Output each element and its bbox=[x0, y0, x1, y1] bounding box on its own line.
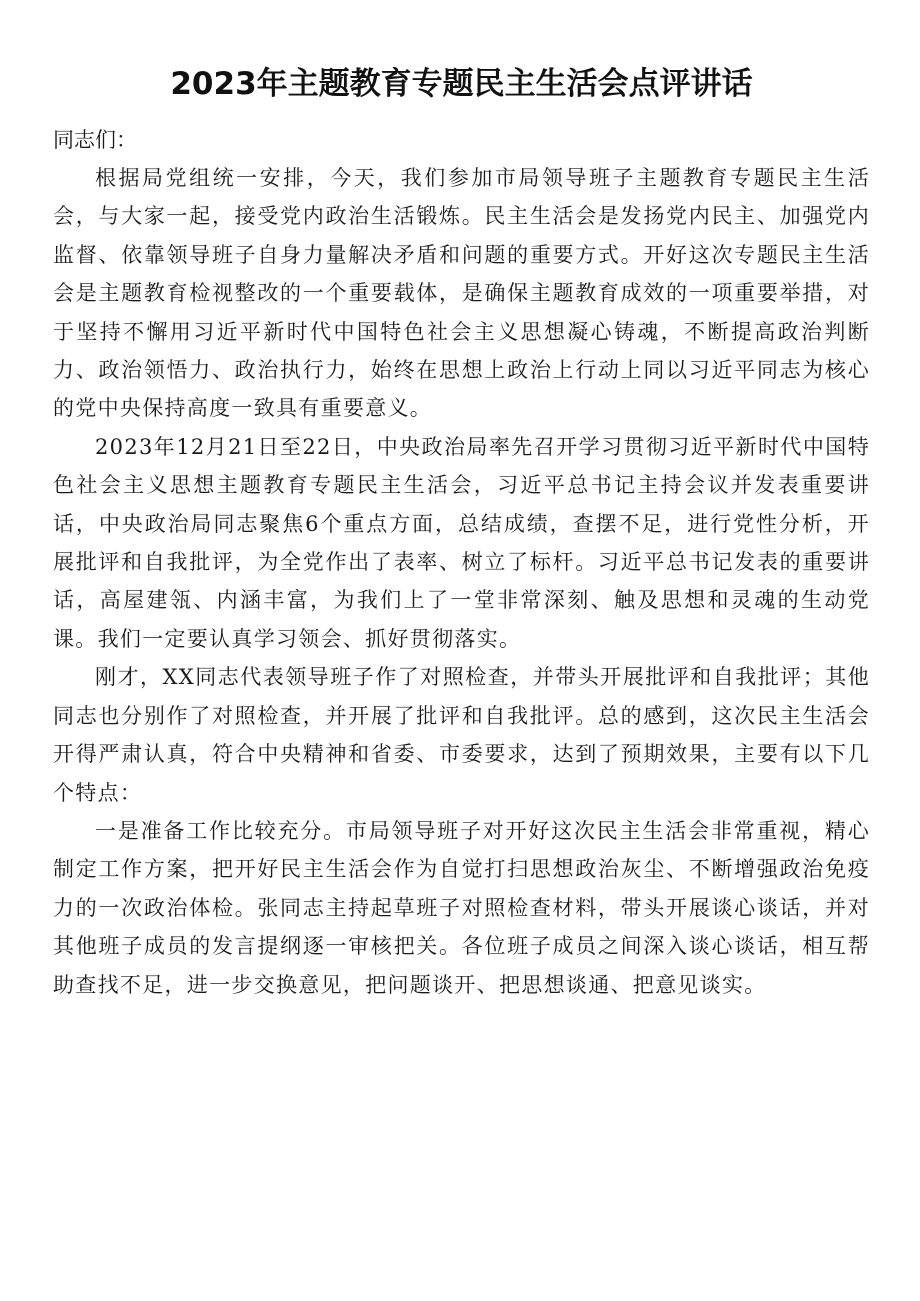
paragraph-central-meeting: 2023年12月21日至22日，中央政治局率先召开学习贯彻习近平新时代中国特色社会主义思想主题教育专题民主生活会，习近平总书记主持会议并发表重要讲话，中央政治局同志聚焦6个重点方面，总结成绩，查摆不足，进行党性分析，开展批评和自我批评，为全党作出了表率、树立了标杆。习近平总书记发表的重要讲话，高屋建瓴、内涵丰富，为我们上了一堂非常深刻、触及思想和灵魂的生动党课。我们一定要认真学习领会、抓好贯彻落实。 bbox=[53, 434, 870, 651]
paragraph-overview: 刚才，XX同志代表领导班子作了对照检查，并带头开展批评和自我批评；其他同志也分别作了对照检查，并开展了批评和自我批评。总的感到，这次民主生活会开得严肃认真，符合中央精神和省委、市委要求，达到了预期效果，主要有以下几个特点： bbox=[53, 665, 870, 805]
document-title: 2023年主题教育专题民主生活会点评讲话 bbox=[170, 66, 753, 102]
paragraph-point-one: 一是准备工作比较充分。市局领导班子对开好这次民主生活会非常重视，精心制定工作方案，把开好民主生活会作为自觉打扫思想政治灰尘、不断增强政治免疫力的一次政治体检。张同志主持起草班子对照检查材料，带头开展谈心谈话，并对其他班子成员的发言提纲逐一审核把关。各位班子成员之间深入谈心谈话，相互帮助查找不足，进一步交换意见，把问题谈开、把思想谈通、把意见谈实。 bbox=[53, 818, 870, 997]
salutation: 同志们： bbox=[53, 128, 137, 152]
paragraph-intro: 根据局党组统一安排，今天，我们参加市局领导班子主题教育专题民主生活会，与大家一起，接受党内政治生活锻炼。民主生活会是发扬党内民主、加强党内监督、依靠领导班子自身力量解决矛盾和问题的重要方式。开好这次专题民主生活会是主题教育检视整改的一个重要载体，是确保主题教育成效的一项重要举措，对于坚持不懈用习近平新时代中国特色社会主义思想凝心铸魂，不断提高政治判断力、政治领悟力、政治执行力，始终在思想上政治上行动上同以习近平同志为核心的党中央保持高度一致具有重要意义。 bbox=[53, 166, 870, 421]
